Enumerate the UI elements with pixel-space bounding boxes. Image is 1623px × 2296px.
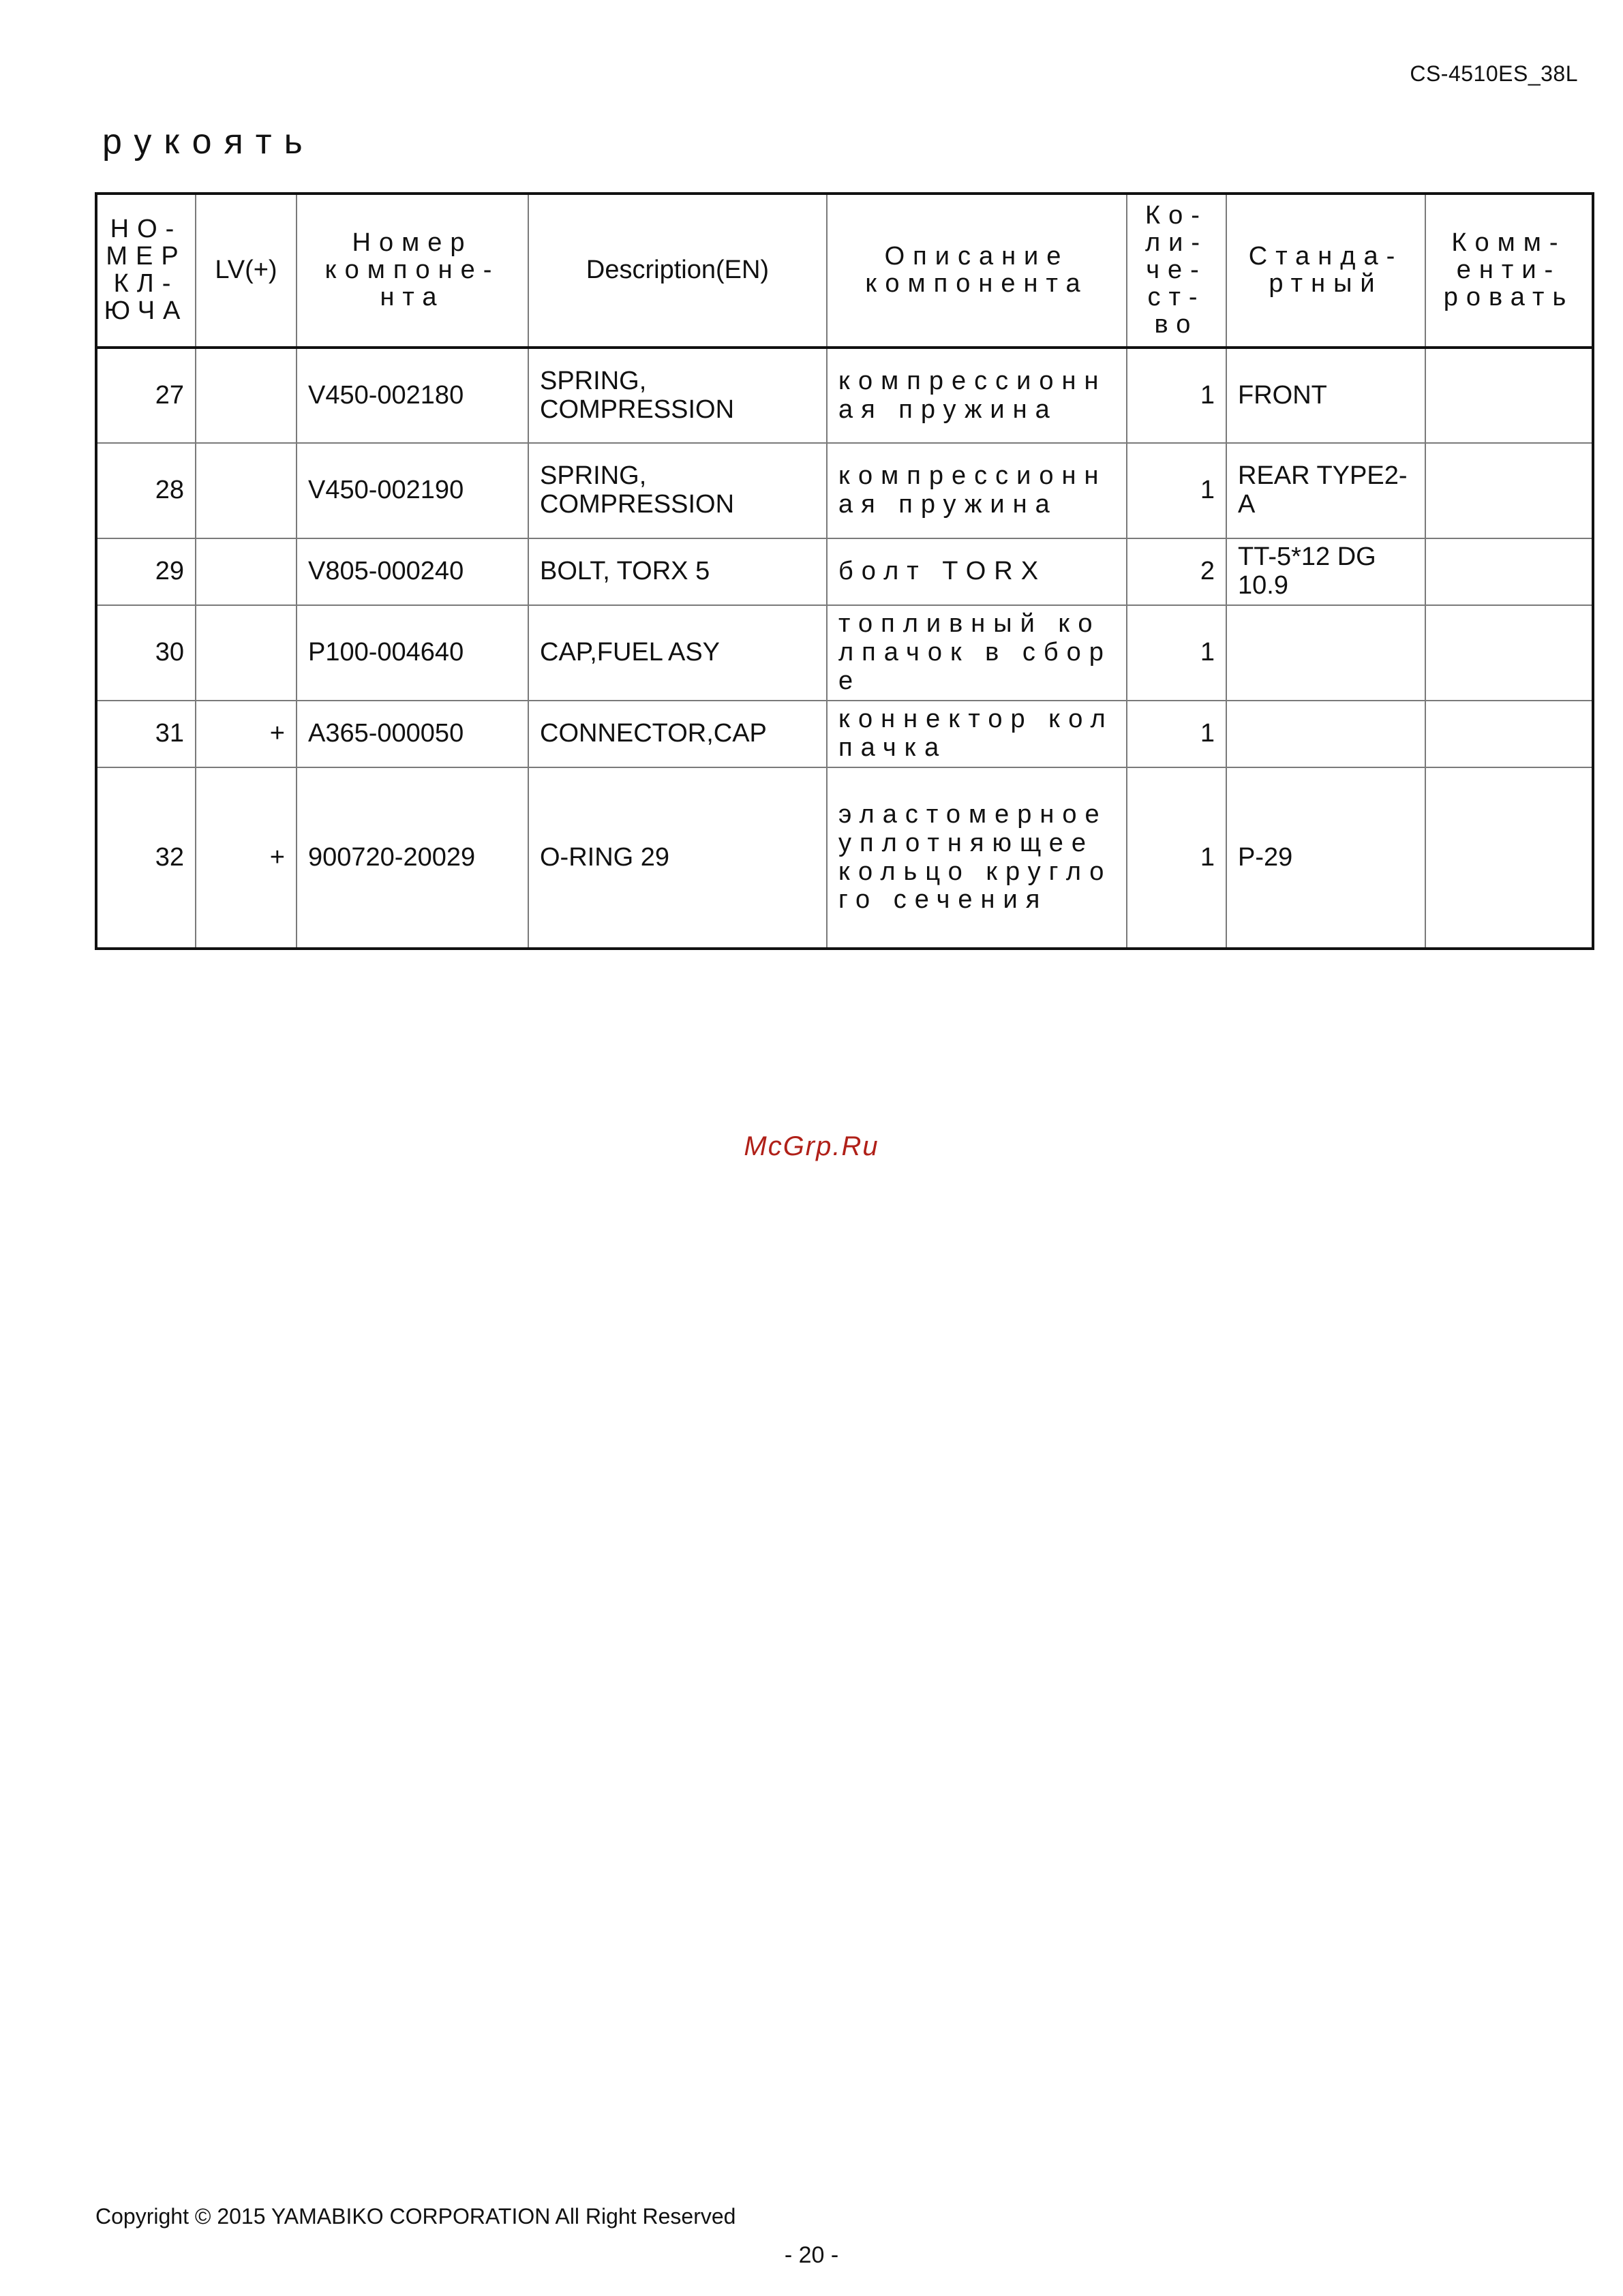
cell-key: 29: [96, 538, 196, 605]
cell-quantity: 1: [1127, 605, 1226, 701]
table-header-row: [96, 194, 1593, 348]
cell-key: 27: [96, 348, 196, 443]
cell-part-number: 900720-20029: [297, 767, 528, 949]
column-header-comment: Комм-енти-ровать: [1425, 194, 1593, 348]
cell-description-ru: топливный колпачок в сборе: [827, 605, 1127, 701]
cell-lv: [196, 538, 297, 605]
cell-standard: REAR TYPE2-A: [1226, 443, 1425, 538]
page-number: - 20 -: [784, 2242, 839, 2268]
cell-lv: +: [196, 701, 297, 767]
cell-description-en: O-RING 29: [528, 767, 827, 949]
table-row: [96, 701, 1593, 767]
cell-description-ru: компрессионная пружина: [827, 348, 1127, 443]
table-row: [96, 767, 1593, 949]
cell-key: 28: [96, 443, 196, 538]
cell-comment: [1425, 443, 1593, 538]
cell-standard: P-29: [1226, 767, 1425, 949]
cell-part-number: V805-000240: [297, 538, 528, 605]
parts-table: [95, 192, 1594, 950]
cell-comment: [1425, 701, 1593, 767]
document-code: CS-4510ES_38L: [1410, 61, 1578, 86]
cell-description-ru: компрессионная пружина: [827, 443, 1127, 538]
column-header-description-ru: Описание компонента: [827, 194, 1127, 348]
cell-standard: [1226, 701, 1425, 767]
cell-lv: [196, 348, 297, 443]
cell-comment: [1425, 767, 1593, 949]
table-row: [96, 443, 1593, 538]
column-header-description-en: Description(EN): [528, 194, 827, 348]
cell-description-en: BOLT, TORX 5: [528, 538, 827, 605]
copyright-notice: Copyright © 2015 YAMABIKO CORPORATION All Right Reserved: [95, 2204, 736, 2229]
page-title: рукоять: [102, 122, 315, 162]
cell-description-ru: болт TORX: [827, 538, 1127, 605]
table-row: [96, 538, 1593, 605]
cell-description-en: CAP,FUEL ASY: [528, 605, 827, 701]
cell-part-number: V450-002190: [297, 443, 528, 538]
cell-quantity: 1: [1127, 701, 1226, 767]
cell-description-ru: эластомерное уплотняющее кольцо круглого сечения: [827, 767, 1127, 949]
cell-comment: [1425, 348, 1593, 443]
cell-standard: TT-5*12 DG 10.9: [1226, 538, 1425, 605]
cell-description-en: CONNECTOR,CAP: [528, 701, 827, 767]
cell-part-number: A365-000050: [297, 701, 528, 767]
cell-description-en: SPRING, COMPRESSION: [528, 348, 827, 443]
table-row: [96, 605, 1593, 701]
cell-comment: [1425, 605, 1593, 701]
cell-part-number: V450-002180: [297, 348, 528, 443]
cell-description-ru: коннектор колпачка: [827, 701, 1127, 767]
cell-comment: [1425, 538, 1593, 605]
cell-standard: [1226, 605, 1425, 701]
cell-description-en: SPRING, COMPRESSION: [528, 443, 827, 538]
cell-lv: +: [196, 767, 297, 949]
cell-standard: FRONT: [1226, 348, 1425, 443]
cell-key: 32: [96, 767, 196, 949]
cell-part-number: P100-004640: [297, 605, 528, 701]
cell-lv: [196, 443, 297, 538]
cell-quantity: 1: [1127, 348, 1226, 443]
column-header-standard: Станда-ртный: [1226, 194, 1425, 348]
cell-key: 30: [96, 605, 196, 701]
cell-quantity: 1: [1127, 443, 1226, 538]
column-header-lv: LV(+): [196, 194, 297, 348]
cell-quantity: 1: [1127, 767, 1226, 949]
cell-key: 31: [96, 701, 196, 767]
column-header-part-number: Номер компоне-нта: [297, 194, 528, 348]
table-row: [96, 348, 1593, 443]
cell-lv: [196, 605, 297, 701]
watermark-link[interactable]: McGrp.Ru: [744, 1131, 879, 1161]
column-header-key-number: НО-МЕР КЛ-ЮЧА: [96, 194, 196, 348]
cell-quantity: 2: [1127, 538, 1226, 605]
column-header-quantity: Ко-ли-че-ст-во: [1127, 194, 1226, 348]
